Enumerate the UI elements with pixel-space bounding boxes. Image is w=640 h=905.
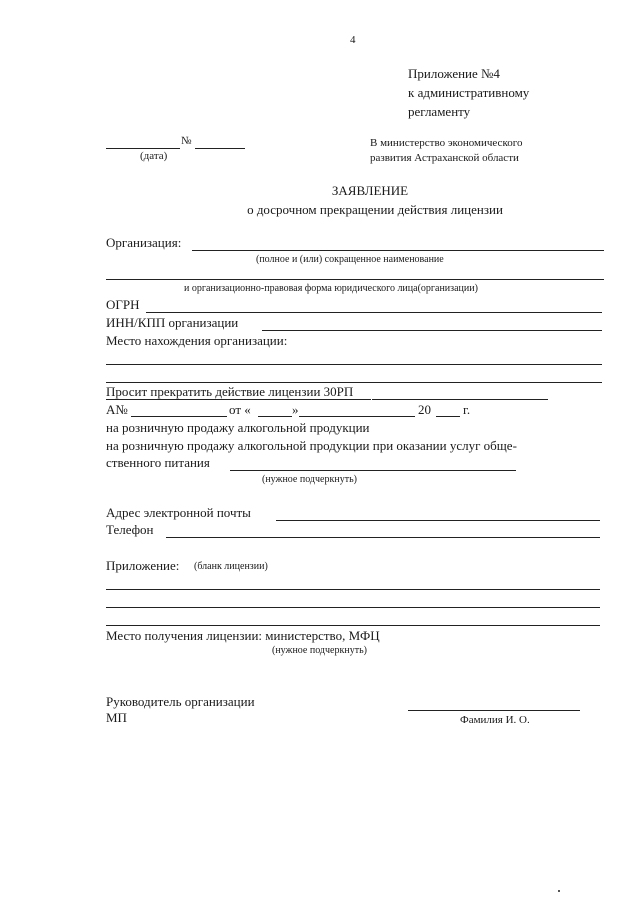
inn-kpp-field[interactable]: [262, 330, 602, 331]
stamp-label: МП: [106, 710, 127, 725]
from-label: от «: [229, 402, 251, 417]
date-label: (дата): [140, 150, 168, 162]
receipt-hint: (нужное подчеркнуть): [272, 645, 367, 656]
appendix-line-2: к административному: [408, 85, 530, 100]
license-month-field[interactable]: [299, 416, 415, 417]
inn-kpp-label: ИНН/КПП организации: [106, 315, 239, 330]
email-field[interactable]: [276, 520, 600, 521]
date-line: [106, 148, 180, 149]
receipt-place: Место получения лицензии: министерство, МФЦ: [106, 628, 380, 643]
ogrn-field[interactable]: [146, 312, 602, 313]
license-series-field[interactable]: [372, 399, 548, 400]
license-day-field[interactable]: [258, 416, 292, 417]
phone-label: Телефон: [106, 522, 154, 537]
document-title: ЗАЯВЛЕНИЕ: [331, 183, 409, 198]
sale-option-field[interactable]: [230, 470, 516, 471]
sale-option-2-line-1[interactable]: на розничную продажу алкогольной продукции при оказании услуг обще-: [106, 438, 517, 453]
underline-hint: (нужное подчеркнуть): [262, 474, 357, 485]
document-subtitle: о досрочном прекращении действия лицензии: [247, 202, 503, 217]
attachment-field-line-2[interactable]: [106, 607, 600, 608]
name-hint: Фамилия И. О.: [460, 714, 530, 726]
appendix-line-3: регламенту: [408, 104, 471, 119]
sale-option-2-line-2[interactable]: ственного питания: [106, 455, 210, 470]
organization-field-line-2[interactable]: [106, 279, 604, 280]
license-year-field[interactable]: [436, 416, 460, 417]
legal-form-hint: и организационно-правовая форма юридического лица(организации): [184, 283, 478, 294]
attachment-field-line-3[interactable]: [106, 625, 600, 626]
location-field-line-1[interactable]: [106, 364, 602, 365]
number-sign: №: [181, 135, 192, 147]
scan-speck: [558, 890, 560, 892]
license-prefix: А№: [106, 402, 128, 417]
addressee-line-1: В министерство экономического: [370, 137, 523, 149]
year-prefix: 20: [418, 402, 431, 417]
organization-field[interactable]: [192, 250, 604, 251]
year-suffix: г.: [463, 402, 471, 417]
attachment-label: Приложение:: [106, 558, 180, 573]
quote-close: »: [292, 402, 299, 417]
attachment-field-line-1[interactable]: [106, 589, 600, 590]
organization-hint: (полное и (или) сокращенное наименование: [256, 254, 444, 265]
organization-label: Организация:: [106, 235, 182, 250]
attachment-hint: (бланк лицензии): [194, 561, 268, 572]
number-line: [195, 148, 245, 149]
location-field-line-2[interactable]: [106, 382, 602, 383]
signature-field[interactable]: [408, 710, 580, 711]
sale-option-1[interactable]: на розничную продажу алкогольной продукции: [106, 420, 370, 435]
phone-field[interactable]: [166, 537, 600, 538]
email-label: Адрес электронной почты: [106, 505, 251, 520]
head-label: Руководитель организации: [106, 694, 255, 709]
page-number: 4: [350, 34, 356, 46]
request-text: Просит прекратить действие лицензии 30РП: [106, 384, 354, 399]
license-number-field[interactable]: [131, 416, 227, 417]
request-underline: [106, 399, 371, 400]
ogrn-label: ОГРН: [106, 297, 140, 312]
location-label: Место нахождения организации:: [106, 333, 288, 348]
appendix-line-1: Приложение №4: [408, 66, 500, 81]
addressee-line-2: развития Астраханской области: [370, 152, 519, 164]
